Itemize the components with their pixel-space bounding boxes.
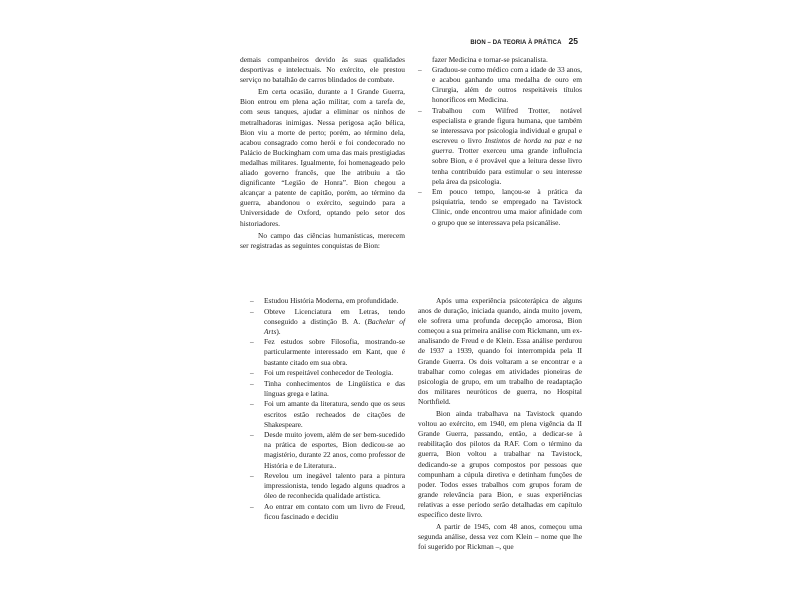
dash-bullet-icon: – [418, 187, 422, 197]
list-item: – Desde muito jovem, além de ser bem-sucedido na prática de esportes, Bion dedicou-se ao magistério, durante 22 anos, como professor de História e de Literatura.. [250, 430, 405, 470]
left-column-top [240, 55, 405, 251]
list-item: – Graduou-se como médico com a idade de 33 anos, e acabou ganhando uma medalha de ouro em Cirurgia, além de outros respeitáveis títulos honoríficos em Medicina. [418, 65, 582, 105]
list-item: – Revelou um inegável talento para a pintura impressionista, tendo legado alguns quadros a óleo de reconhecida qualidade artística. [250, 471, 405, 501]
dash-bullet-icon: – [250, 368, 254, 378]
right-column-bottom [418, 296, 582, 552]
right-column-top [418, 55, 582, 228]
left-column-bottom [240, 296, 405, 523]
degree-title: Bachelar of Arts [264, 316, 405, 336]
list-item: – Foi um amante da literatura, sendo que os seus escritos estão recheados de citações de Shakespeare. [250, 399, 405, 429]
paragraph: Bion ainda trabalhava na Tavistock quando voltou ao exército, em 1940, em plena vigência da II Grande Guerra, passando, então, a dedicar-se à reabilitação dos pilotos da RAF. Com o término da guerra, Bion voltou a trabalhar na Tavistock, dedicando-se a grupos compostos por pessoas que compunham a cúpula diretiva e detinham funções de poder. Todos esses trabalhos com grupos foram de grande relevância para Bion, e suas experiências relativas a esse período serão detalhadas em capítulo específico deste livro. [418, 409, 582, 519]
running-head: BION – DA TEORIA À PRÁTICA [470, 40, 562, 46]
paragraph: A partir de 1945, com 48 anos, começou uma segunda análise, dessa vez com Klein – nome que lhe foi sugerido por Rickman –, que [418, 522, 582, 552]
dash-bullet-icon: – [250, 399, 254, 409]
dash-bullet-icon: – [250, 296, 254, 305]
page-number: 25 [568, 36, 578, 46]
paragraph: Em certa ocasião, durante a I Grande Guerra, Bion entrou em plena ação militar, com a tarefa de, com seus tanques, ajudar a eliminar os ninhos de metralhadoras inimigas. Nessa perigosa ação bélica, Bion viu a morte de perto; porém, ao término dela, acabou consagrado como herói e foi condecorado no Palácio de Buckingham com uma das mais prestigiadas medalhas militares. Igualmente, foi homenageado pelo aliado governo francês, que lhe atribuiu a tão dignificante “Legião de Honra”. Bion chegou a alcançar a patente de capitão, porém, ao término da guerra, abandonou o exército, seguindo para a Universidade de Oxford, optando pelo setor dos historiadores. [240, 87, 405, 228]
list-item-continuation: fazer Medicina e tornar-se psicanalista. [432, 55, 548, 64]
paragraph: No campo das ciências humanísticas, merecem ser registradas as seguintes conquistas de Bion: [240, 230, 405, 250]
dash-bullet-icon: – [250, 306, 254, 316]
paragraph: Após uma experiência psicoterápica de alguns anos de duração, iniciada quando, ainda muito jovem, ele sofrera uma profunda decepção amorosa, Bion começou a sua primeira análise com Rickmann, um ex-analisando de Freud e de Klein. Essa análise perdurou de 1937 a 1939, quando foi interrompida pela II Grande Guerra. Os dois voltaram a se encontrar e a trabalhar como colegas em atividades pioneiras de psicologia de grupo, em um trabalho de readaptação dos militares neuróticos de guerra, no Hospital Northfield. [418, 296, 582, 406]
dash-bullet-icon: – [418, 65, 422, 75]
list-item: – Fez estudos sobre Filosofia, mostrando-se particularmente interessado em Kant, que é bastante citado em sua obra. [250, 337, 405, 367]
dash-bullet-icon: – [250, 430, 254, 440]
dash-bullet-icon: – [250, 501, 254, 511]
list-item: – Trabalhou com Wilfred Trotter, notável especialista e grande figura humana, que também se interessava por psicologia individual e grupal e escreveu o livro Instintos de horda na paz e na guerra. Trotter exerceu uma grande influência sobre Bion, e é provável que a leitura desse livro tenha contribuído para estimular o seu interesse pela área da psicologia. [418, 105, 582, 186]
dash-bullet-icon: – [418, 105, 422, 115]
list-item: – Tinha conhecimentos de Lingüística e das línguas grega e latina. [250, 378, 405, 398]
list-item: – Ao entrar em contato com um livro de Freud, ficou fascinado e decidiu [250, 501, 405, 521]
dash-bullet-icon: – [250, 378, 254, 388]
achievements-list-right [418, 65, 582, 228]
achievements-list-left [240, 296, 405, 522]
list-item: – Em pouco tempo, lançou-se à prática da psiquiatria, tendo se empregado na Tavistock Clinic, onde encontrou uma maior afinidade com o grupo que se interessava pela psicanálise. [418, 187, 582, 227]
list-item: – Estudou História Moderna, em profundidade. [250, 296, 399, 305]
page-header [452, 36, 578, 48]
paragraph: demais companheiros devido às suas qualidades desportivas e intelectuais. No exército, ele prestou serviço no batalhão de carros blindados de combate. [240, 55, 405, 85]
list-item: – Obteve Licenciatura em Letras, tendo conseguido a distinção B. A. (Bachelar of Arts). [250, 306, 405, 336]
dash-bullet-icon: – [250, 471, 254, 481]
dash-bullet-icon: – [250, 337, 254, 347]
list-item: – Foi um respeitável conhecedor de Teologia. [250, 368, 394, 378]
book-title: Instintos de horda na paz e na guerra [432, 136, 582, 156]
